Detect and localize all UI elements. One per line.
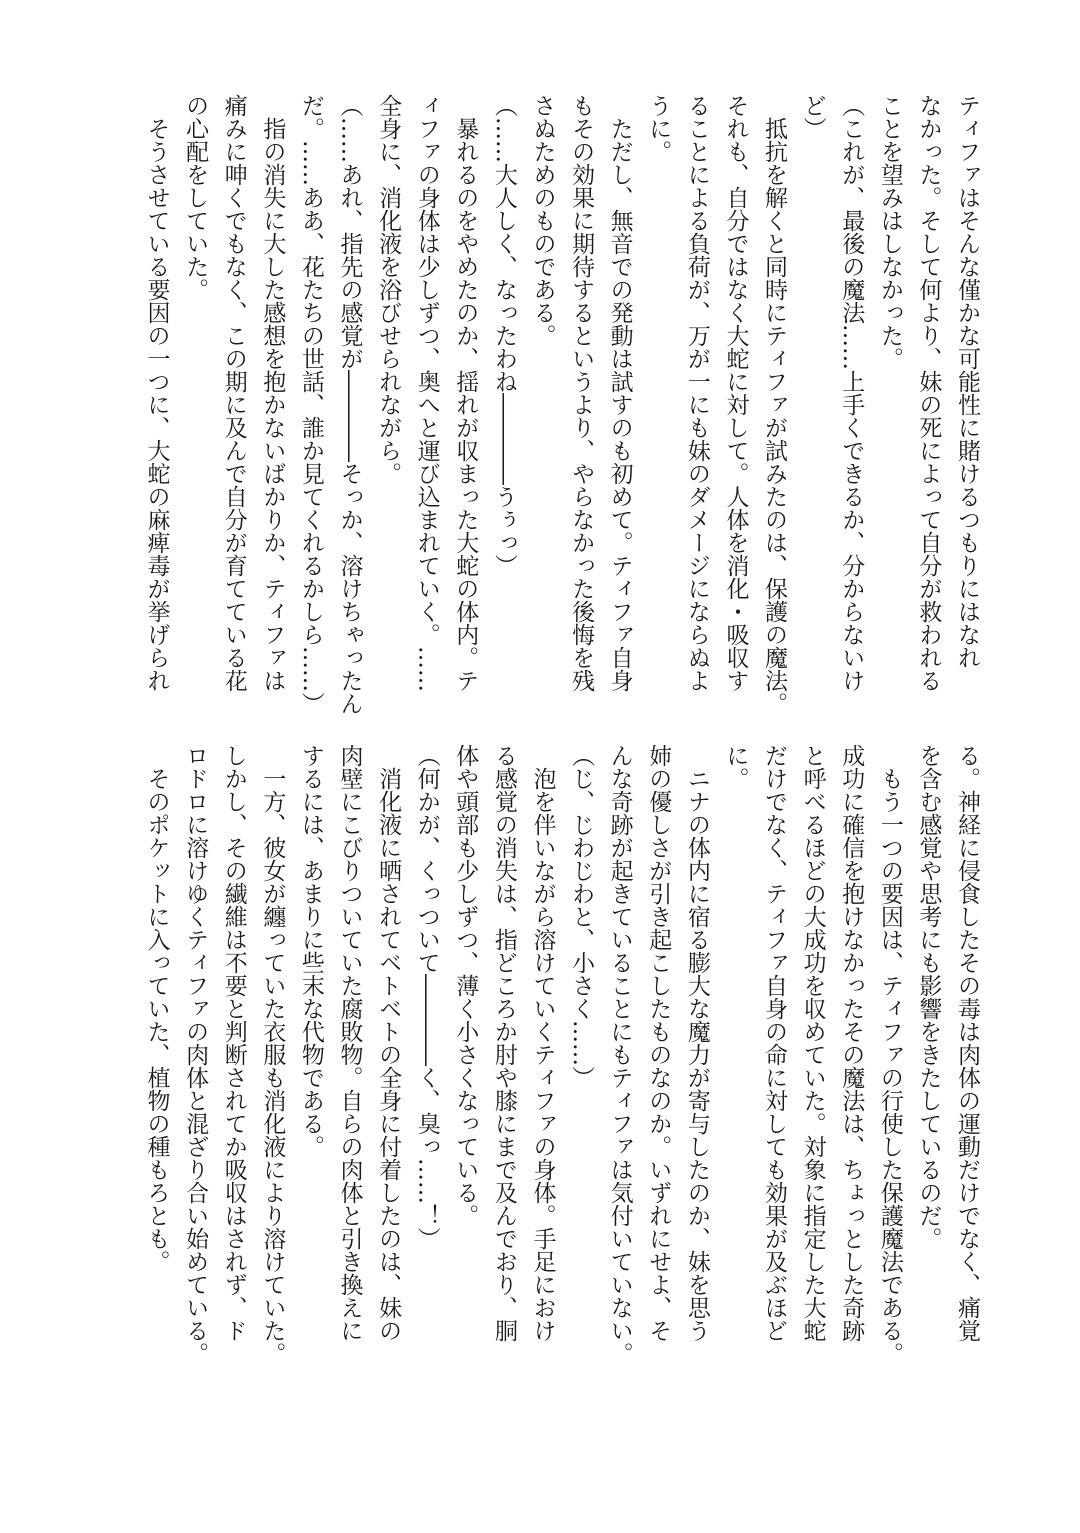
text-line: （これが、最後の魔法……上手くできるか、分からないけ	[838, 94, 865, 692]
text-line: ことを望みはしなかった。	[876, 94, 903, 370]
text-line: の心配をしていた。	[182, 94, 209, 301]
text-line: 痛みに呻くでもなく、この期に及んで自分が育てている花	[220, 94, 247, 692]
text-line: ロドロに溶けゆくティファの肉体と混ざり合い始めている。	[182, 744, 209, 1365]
text-line: （……大人しく、なったわね――――うぅっ）	[490, 94, 517, 577]
text-line: もその効果に期待するというより、やらなかった後悔を残	[568, 94, 595, 692]
text-line: ティファはそんな僅かな可能性に賭けるつもりにはなれ	[954, 94, 980, 669]
upper-text-block	[136, 94, 986, 715]
text-line: 消化液に晒されてベトベトの全身に付着したのは、妹の	[375, 744, 402, 1342]
text-line: ィファの身体は少しずつ、奥へと運び込まれていく。……	[413, 94, 440, 692]
text-line: 指の消失に大した感想を抱かないばかりか、ティファは	[259, 94, 286, 692]
text-line: る。神経に侵食したその毒は肉体の運動だけでなく、痛覚	[954, 744, 980, 1342]
text-line: うに。	[645, 94, 672, 163]
text-line: に。	[722, 744, 749, 790]
text-line: だ。……ああ、花たちの世話、誰か見てくれるかしら……）	[297, 94, 324, 715]
text-line: それも、自分ではなく大蛇に対して。人体を消化・吸収す	[722, 94, 749, 692]
text-line: 暴れるのをやめたのか、揺れが収まった大蛇の体内。テ	[452, 94, 479, 692]
text-line: するには、あまりに些末な代物である。	[297, 744, 324, 1158]
text-line: （じ、じわじわと、小さく……）	[568, 744, 595, 1089]
text-line: ることによる負荷が、万が一にも妹のダメージにならぬよ	[683, 94, 710, 692]
text-line: そうさせている要因の一つに、大蛇の麻痺毒が挙げられ	[143, 94, 170, 692]
text-line: る感覚の消失は、指どころか肘や膝にまで及んでおり、胴	[490, 744, 517, 1342]
text-line: そのポケットに入っていた、植物の種もろとも。	[143, 744, 170, 1273]
text-line: 成功に確信を抱けなかったその魔法は、ちょっとした奇跡	[838, 744, 865, 1342]
text-line: 全身に、消化液を浴びせられながら。	[375, 94, 402, 485]
text-line: んな奇跡が起きていることにもティファは気付いていない。	[606, 744, 633, 1365]
lower-text-block	[136, 744, 986, 1365]
text-line: 姉の優しさが引き起こしたものなのか。いずれにせよ、そ	[645, 744, 672, 1342]
text-line: ただし、無音での発動は試すのも初めて。ティファ自身	[606, 94, 633, 692]
text-line: （……あれ、指先の感覚が――――そっか、溶けちゃったん	[336, 94, 363, 715]
text-line: 体や頭部も少しずつ、薄く小さくなっている。	[452, 744, 479, 1227]
text-line: ニナの体内に宿る膨大な魔力が寄与したのか、妹を思う	[683, 744, 710, 1342]
text-line: ど）	[799, 94, 826, 140]
text-line: 抵抗を解くと同時にティファが試みたのは、保護の魔法。	[761, 94, 788, 715]
text-line: もう一つの要因は、ティファの行使した保護魔法である。	[876, 744, 903, 1365]
text-line: なかった。そして何より、妹の死によって自分が救われる	[915, 94, 942, 692]
text-line: しかし、その繊維は不要と判断されてか吸収はされず、ド	[220, 744, 247, 1342]
text-line: さぬためのものである。	[529, 94, 556, 347]
text-line: だけでなく、ティファ自身の命に対しても効果が及ぶほど	[761, 744, 788, 1342]
text-line: を含む感覚や思考にも影響をきたしているのだ。	[915, 744, 942, 1250]
text-line: 一方、彼女が纏っていた衣服も消化液により溶けていた。	[259, 744, 286, 1365]
text-line: （何かが、くっついて――――く、臭っ……！）	[413, 744, 440, 1250]
text-line: 肉壁にこびりついていた腐敗物。自らの肉体と引き換えに	[336, 744, 363, 1342]
text-line: と呼べるほどの大成功を収めていた。対象に指定した大蛇	[799, 744, 826, 1342]
text-line: 泡を伴いながら溶けていくティファの身体。手足におけ	[529, 744, 556, 1342]
